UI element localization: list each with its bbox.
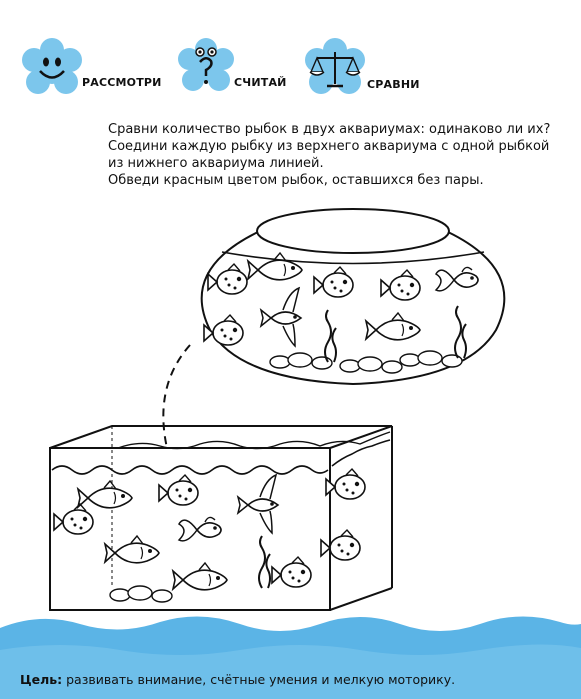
instruction-line-3: из нижнего аквариума линией. [108,156,324,171]
instruction-line-4: Обведи красным цветом рыбок, оставшихся без пары. [108,173,484,188]
goal-description: развивать внимание, счётные умения и мелкую моторику. [66,672,456,687]
scales-flower-icon [305,38,365,98]
sample-connection-line [163,345,190,460]
header-label-count: СЧИТАЙ [234,76,287,89]
aquarium-scene [0,190,581,620]
fishbowl [202,209,505,384]
goal-text [20,672,455,687]
goal-label: Цель: [20,672,63,687]
fish-tank [50,426,392,610]
instructions [108,121,568,189]
header-item-count [178,38,308,98]
header [0,0,581,110]
header-label-compare: СРАВНИ [367,78,420,91]
header-item-look [22,38,202,98]
smiley-flower-icon [22,38,82,98]
instruction-line-1: Сравни количество рыбок в двух аквариумах: одинаково ли их? [108,122,551,137]
instruction-line-2: Соедини каждую рыбку из верхнего аквариума с одной рыбкой [108,139,550,154]
header-label-look: РАССМОТРИ [82,76,162,89]
question-flower-icon [178,38,234,94]
header-item-compare [305,38,435,98]
